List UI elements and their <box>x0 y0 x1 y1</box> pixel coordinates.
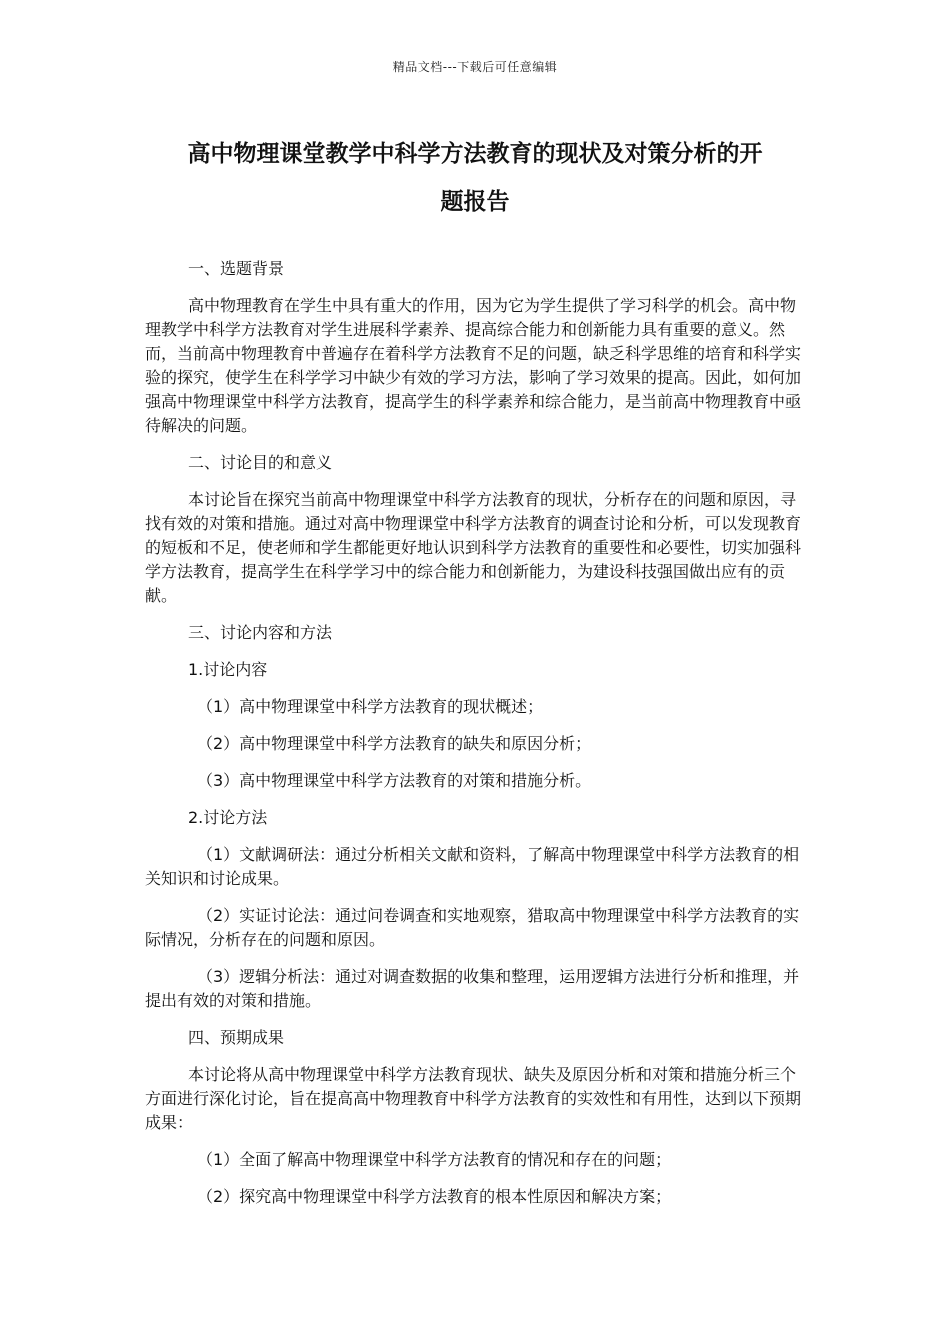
list-item-content-3: （3）高中物理课堂中科学方法教育的对策和措施分析。 <box>197 771 592 790</box>
paragraph-outcomes: 本讨论将从高中物理课堂中科学方法教育现状、缺失及原因分析和对策和措施分析三个方面进行深化讨论，旨在提高高中物理教育中科学方法教育的实效性和有用性，达到以下预期成果： <box>145 1065 802 1132</box>
subheading-method: 2.讨论方法 <box>188 808 268 827</box>
header-note: 精品文档---下载后可任意编辑 <box>392 60 558 74</box>
subheading-content: 1.讨论内容 <box>188 660 268 679</box>
section-heading-outcomes: 四、预期成果 <box>188 1028 285 1047</box>
document-body <box>145 257 805 1222</box>
title-line-1: 高中物理课堂教学中科学方法教育的现状及对策分析的开 <box>187 141 763 167</box>
list-item-content-1: （1）高中物理课堂中科学方法教育的现状概述； <box>197 697 544 716</box>
section-heading-purpose: 二、讨论目的和意义 <box>188 453 333 472</box>
title-line-2: 题报告 <box>440 189 510 215</box>
list-item-method-3: （3）逻辑分析法：通过对调查数据的收集和整理，运用逻辑方法进行分析和推理，并提出有效的对策和措施。 <box>145 967 800 1010</box>
section-heading-content-method: 三、讨论内容和方法 <box>188 623 333 642</box>
list-item-method-2: （2）实证讨论法：通过问卷调查和实地观察，猎取高中物理课堂中科学方法教育的实际情况，分析存在的问题和原因。 <box>145 906 800 949</box>
section-heading-background: 一、选题背景 <box>188 259 285 278</box>
list-item-content-2: （2）高中物理课堂中科学方法教育的缺失和原因分析； <box>197 734 592 753</box>
paragraph-purpose: 本讨论旨在探究当前高中物理课堂中科学方法教育的现状，分析存在的问题和原因，寻找有效的对策和措施。通过对高中物理课堂中科学方法教育的调查讨论和分析，可以发现教育的短板和不足，使老师和学生都能更好地认识到科学方法教育的重要性和必要性，切实加强科学方法教育，提高学生在科学学习中的综合能力和创新能力，为建设科技强国做出应有的贡献。 <box>145 490 802 605</box>
list-item-outcome-2: （2）探究高中物理课堂中科学方法教育的根本性原因和解决方案； <box>197 1187 672 1206</box>
document-title <box>145 130 805 226</box>
list-item-method-1: （1）文献调研法：通过分析相关文献和资料，了解高中物理课堂中科学方法教育的相关知识和讨论成果。 <box>145 845 800 888</box>
paragraph-background: 高中物理教育在学生中具有重大的作用，因为它为学生提供了学习科学的机会。高中物理教学中科学方法教育对学生进展科学素养、提高综合能力和创新能力具有重要的意义。然而，当前高中物理教育中普遍存在着科学方法教育不足的问题，缺乏科学思维的培育和科学实验的探究，使学生在科学学习中缺少有效的学习方法，影响了学习效果的提高。因此，如何加强高中物理课堂中科学方法教育，提高学生的科学素养和综合能力，是当前高中物理教育中亟待解决的问题。 <box>145 296 802 435</box>
list-item-outcome-1: （1）全面了解高中物理课堂中科学方法教育的情况和存在的问题； <box>197 1150 672 1169</box>
